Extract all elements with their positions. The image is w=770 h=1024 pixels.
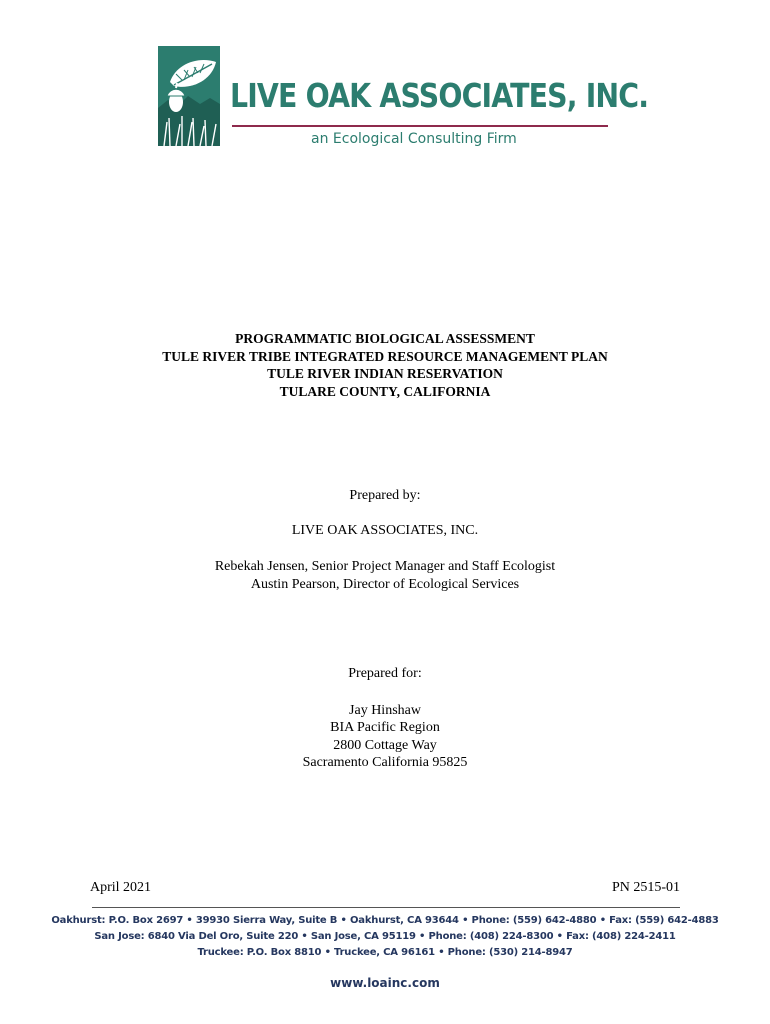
prepared-by-label: Prepared by:	[349, 488, 421, 503]
company-tagline: an Ecological Consulting Firm	[311, 131, 517, 147]
recipient-line: Sacramento California 95825	[302, 755, 468, 770]
document-date: April 2021	[90, 880, 152, 895]
preparer-organization: LIVE OAK ASSOCIATES, INC.	[291, 523, 479, 538]
title-line: TULARE COUNTY, CALIFORNIA	[279, 383, 491, 399]
author-line: Austin Pearson, Director of Ecological Services	[250, 577, 520, 592]
recipient-line: 2800 Cottage Way	[333, 738, 437, 753]
title-line: PROGRAMMATIC BIOLOGICAL ASSESSMENT	[235, 331, 535, 346]
author-line: Rebekah Jensen, Senior Project Manager and Staff Ecologist	[214, 559, 556, 574]
oak-leaf-acorn-icon	[158, 46, 220, 146]
project-number: PN 2515-01	[611, 880, 680, 895]
footer-divider	[92, 907, 680, 908]
recipient-line: Jay Hinshaw	[349, 703, 421, 718]
logo-divider	[232, 125, 608, 127]
prepared-for-label: Prepared for:	[348, 666, 422, 681]
office-address-san-jose: San Jose: 6840 Via Del Oro, Suite 220 • San Jose, CA 95119 • Phone: (408) 224-8300 • Fax: (408) 224-2411	[94, 931, 676, 942]
website-link[interactable]: www.loainc.com	[330, 976, 440, 990]
document-title	[0, 330, 770, 400]
company-logo-name: LIVE OAK ASSOCIATES, INC.	[230, 76, 649, 115]
title-line: TULE RIVER INDIAN RESERVATION	[267, 366, 503, 381]
recipient-line: BIA Pacific Region	[330, 720, 440, 735]
office-address-truckee: Truckee: P.O. Box 8810 • Truckee, CA 96161 • Phone: (530) 214-8947	[197, 947, 573, 958]
title-line: TULE RIVER TRIBE INTEGRATED RESOURCE MANAGEMENT PLAN	[162, 348, 608, 364]
office-address-oakhurst: Oakhurst: P.O. Box 2697 • 39930 Sierra Way, Suite B • Oakhurst, CA 93644 • Phone: (559) 642-4880 • Fax: (559) 642-4883	[51, 915, 719, 926]
